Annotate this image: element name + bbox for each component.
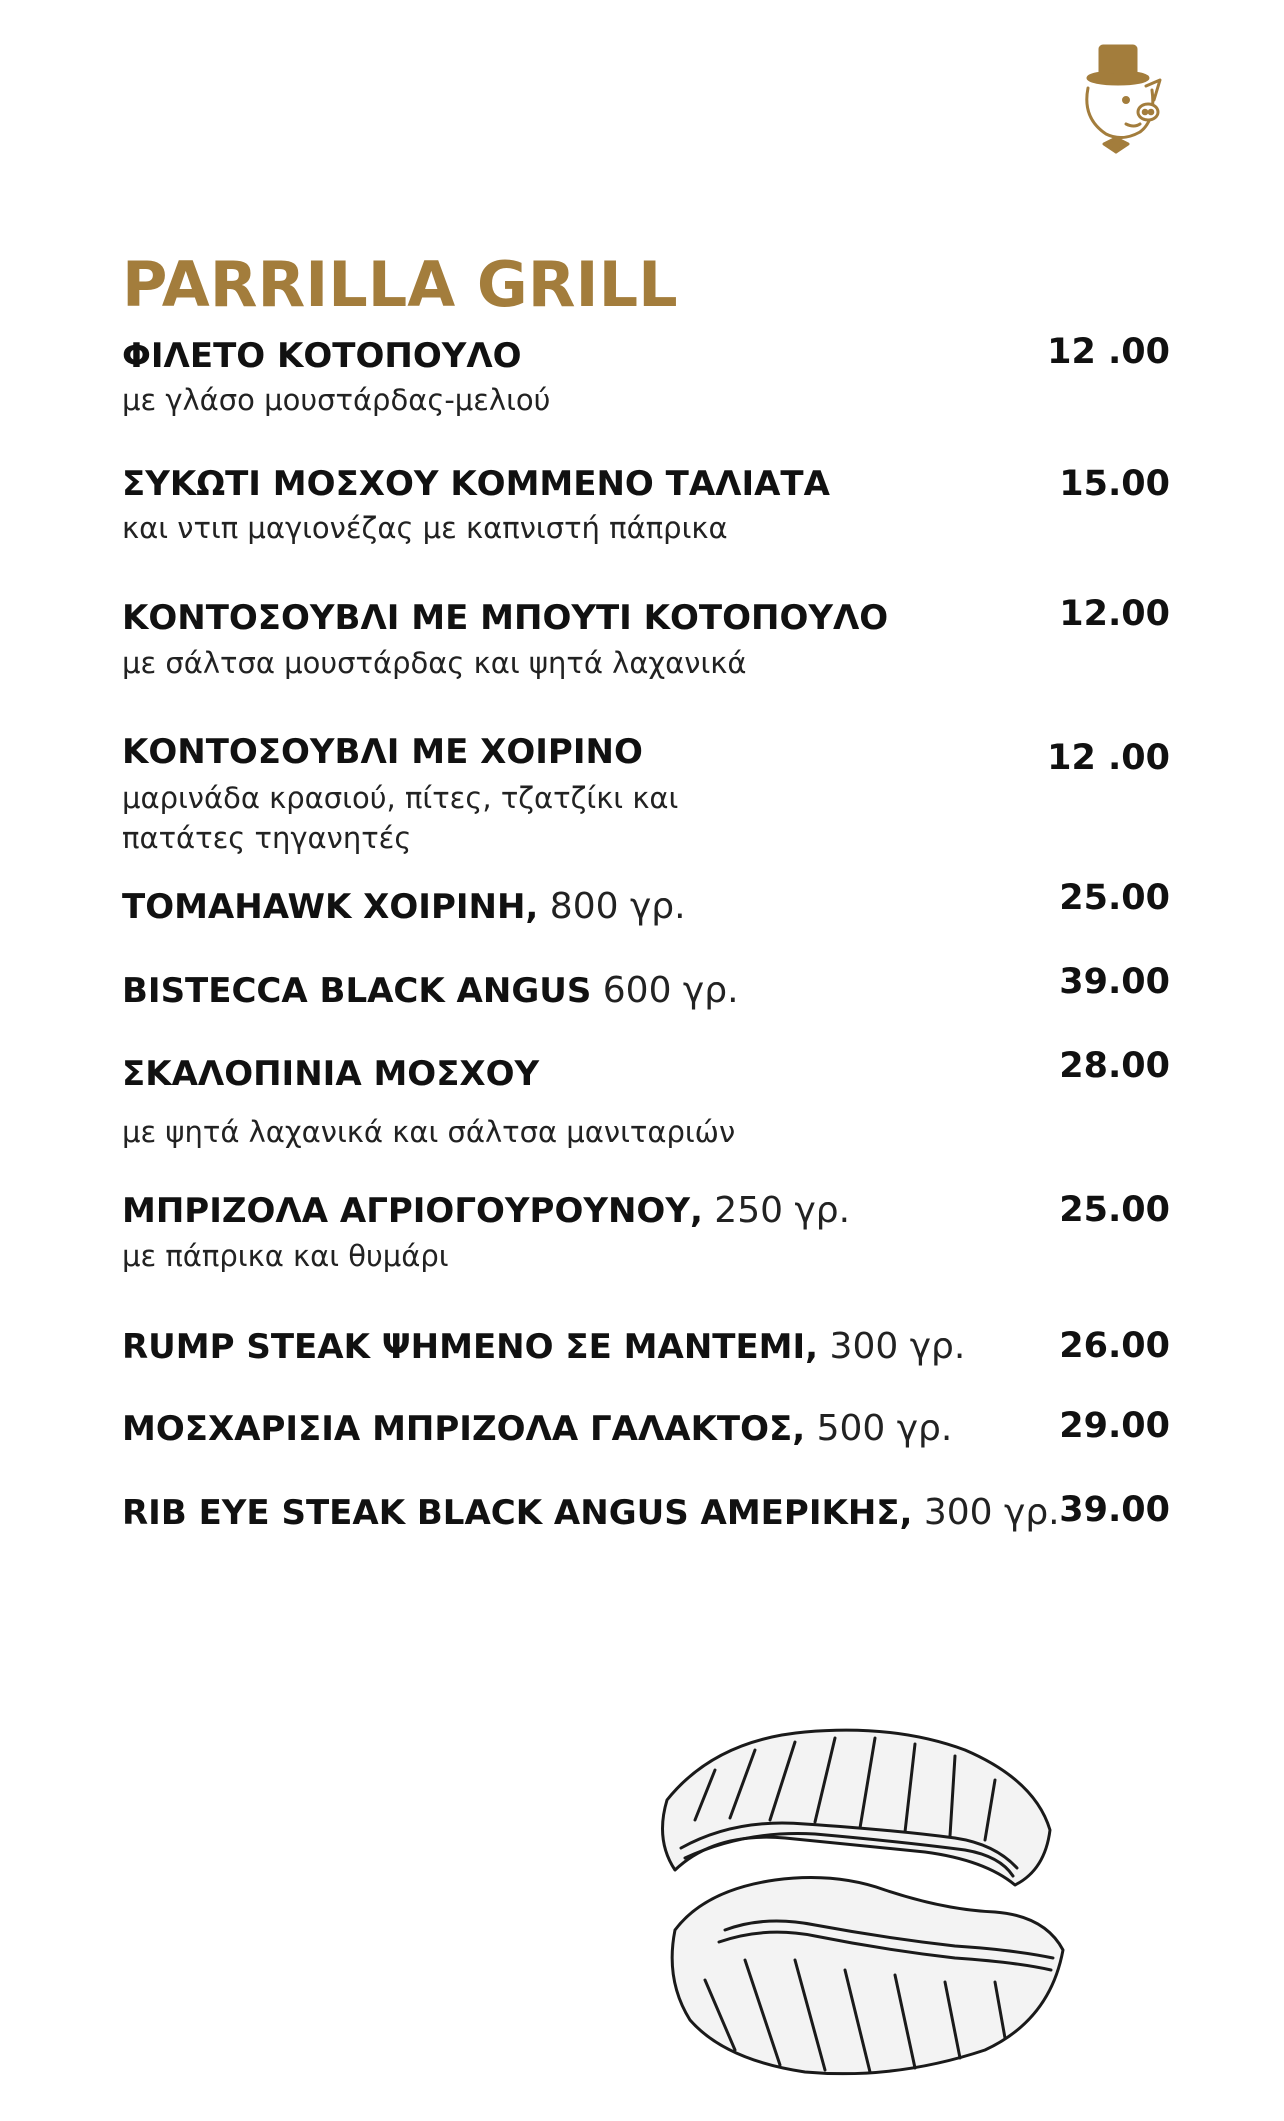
menu-item-name-text: ΚΟΝΤΟΣΟΥΒΛΙ ΜΕ ΧΟΙΡΙΝΟ	[122, 732, 643, 772]
section-title: PARRILLA GRILL	[122, 248, 678, 321]
menu-item-weight: 300 γρ.	[912, 1492, 1060, 1533]
menu-item-description: με ψητά λαχανικά και σάλτσα μανιταριών	[122, 1115, 736, 1149]
menu-item-name-text: RIB EYE STEAK BLACK ANGUS ΑΜΕΡΙΚΗΣ,	[122, 1493, 913, 1533]
menu-item-name	[122, 1408, 952, 1449]
menu-item-name	[122, 598, 888, 638]
menu-item-name	[122, 1326, 965, 1367]
menu-item-name-text: ΜΠΡΙΖΟΛΑ ΑΓΡΙΟΓΟΥΡΟΥΝΟΥ,	[122, 1191, 703, 1231]
menu-item-price: 25.00	[1059, 878, 1170, 918]
menu-item-name	[122, 336, 522, 376]
menu-item-description: μαρινάδα κρασιού, πίτες, τζατζίκι και πατάτες τηγανητές	[122, 781, 679, 855]
menu-item-price: 39.00	[1059, 1490, 1170, 1530]
menu-item-name	[122, 732, 643, 772]
menu-item-weight: 800 γρ.	[538, 886, 686, 927]
pig-top-hat-logo-icon	[1060, 40, 1180, 160]
menu-item-price: 25.00	[1059, 1190, 1170, 1230]
menu-item-name	[122, 1190, 850, 1231]
menu-item-name-text: BISTECCA BLACK ANGUS	[122, 971, 592, 1011]
menu-item-price: 15.00	[1059, 464, 1170, 504]
menu-item-name-text: TOMAHAWK ΧΟΙΡΙΝΗ,	[122, 887, 539, 927]
menu-item-description: με γλάσο μουστάρδας-μελιού	[122, 383, 551, 417]
menu-item-price: 29.00	[1059, 1406, 1170, 1446]
menu-item-weight: 600 γρ.	[591, 970, 739, 1011]
menu-item-price: 28.00	[1059, 1046, 1170, 1086]
menu-item-price: 12 .00	[1047, 332, 1170, 372]
menu-item-price: 12 .00	[1047, 738, 1170, 778]
menu-item-price: 26.00	[1059, 1326, 1170, 1366]
menu-item-name-text: RUMP STEAK ΨΗΜΕΝΟ ΣΕ ΜΑΝΤΕΜΙ,	[122, 1327, 819, 1367]
menu-item-name-text: ΣΚΑΛΟΠΙΝΙΑ ΜΟΣΧΟΥ	[122, 1054, 540, 1094]
menu-item-name	[122, 886, 686, 927]
menu-item-description: με σάλτσα μουστάρδας και ψητά λαχανικά	[122, 646, 747, 680]
menu-item-name-text: ΜΟΣΧΑΡΙΣΙΑ ΜΠΡΙΖΟΛΑ ΓΑΛΑΚΤΟΣ,	[122, 1409, 806, 1449]
menu-item-price: 39.00	[1059, 962, 1170, 1002]
menu-item-weight: 500 γρ.	[805, 1408, 953, 1449]
menu-item-name-text: ΦΙΛΕΤΟ ΚΟΤΟΠΟΥΛΟ	[122, 336, 522, 376]
menu-item-name	[122, 464, 830, 504]
menu-item-name	[122, 1054, 539, 1094]
menu-item-description: με πάπρικα και θυμάρι	[122, 1239, 449, 1273]
menu-item-weight: 250 γρ.	[702, 1190, 851, 1231]
menu-item-price: 12.00	[1059, 594, 1170, 634]
menu-item-description: και ντιπ μαγιονέζας με καπνιστή πάπρικα	[122, 511, 728, 545]
menu-item-name	[122, 970, 739, 1011]
menu-item-name-text: ΣΥΚΩΤΙ ΜΟΣΧΟΥ ΚΟΜΜΕΝΟ ΤΑΛΙΑΤΑ	[122, 464, 830, 504]
grilled-steaks-sketch-icon	[655, 1720, 1075, 2090]
menu-item-name	[122, 1492, 1060, 1533]
menu-item-name-text: ΚΟΝΤΟΣΟΥΒΛΙ ΜΕ ΜΠΟΥΤΙ ΚΟΤΟΠΟΥΛΟ	[122, 598, 889, 638]
menu-item-weight: 300 γρ.	[818, 1326, 966, 1367]
